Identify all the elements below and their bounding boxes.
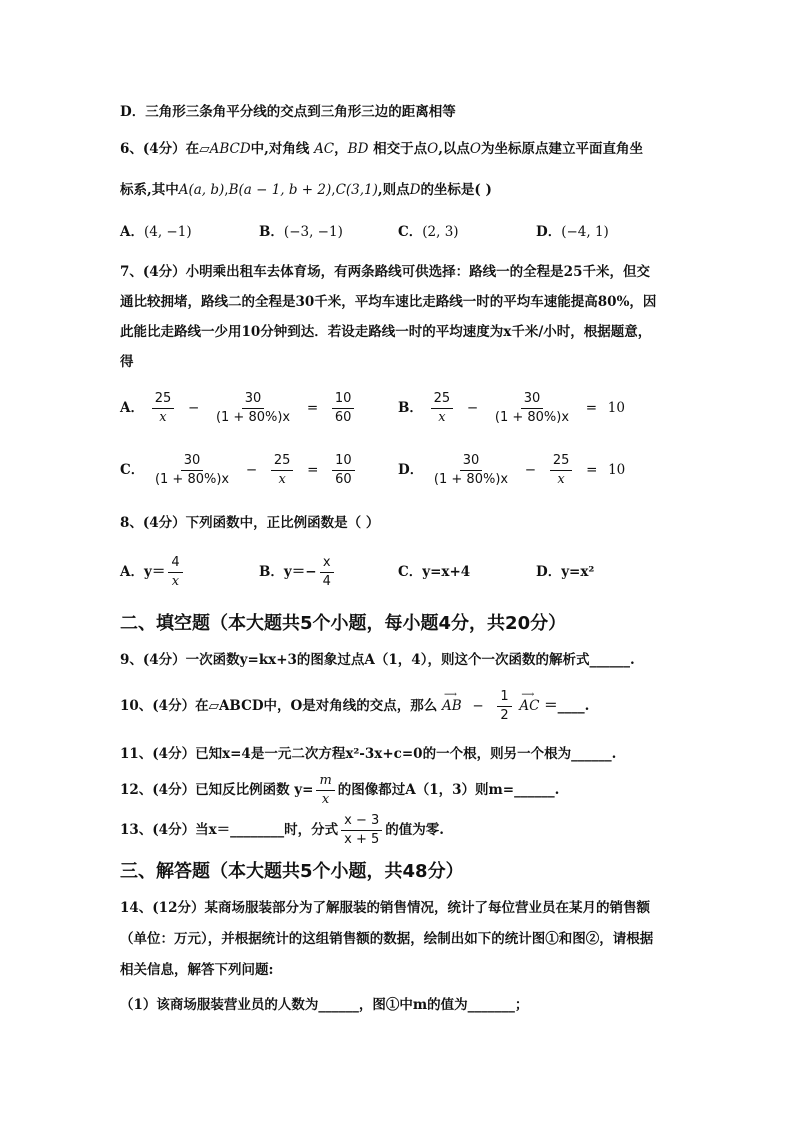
- q6-option-b: B．(−3, −1): [259, 224, 343, 240]
- q6-option-a: A．(4, −1): [120, 224, 192, 240]
- q6-point-b: B(a − 1, b + 2): [228, 182, 332, 198]
- q6-d: D: [409, 182, 421, 198]
- q6-text5: 标系,其中: [120, 182, 179, 198]
- q6-number: 6、(4分）在: [120, 141, 200, 157]
- section-title-fill-in: 二、填空题（本大题共5个小题，每小题4分，共20分）: [120, 613, 567, 634]
- section-title-answer: 三、解答题（本大题共5个小题，共48分）: [120, 861, 464, 882]
- q8-option-d: D．y=x²: [536, 564, 595, 580]
- q6-comma: ，: [334, 141, 348, 157]
- q6-text3: ,以点: [438, 141, 470, 157]
- q14-line4: （1）该商场服装营业员的人数为______，图①中m的值为_______；: [120, 997, 529, 1013]
- q6-o: O: [427, 141, 439, 157]
- q6-parallelogram: ▱ABCD: [199, 141, 251, 157]
- q10-vector-ac: AC: [519, 698, 540, 714]
- q7-line3: 此能比走路线一少用10分钟到达．若设走路线一时的平均速度为x千米/小时，根据题意，: [120, 324, 652, 340]
- q6-o2: O: [469, 141, 481, 157]
- q7-option-a: A． $\frac{25}{x}$ − $\frac{30}{(1 + 80\%)x}$ = $\frac{10}{60}$: [120, 390, 357, 426]
- q6-point-c: C(3,1): [335, 182, 378, 198]
- q8-option-c: C．y=x+4: [398, 564, 471, 580]
- q11-line: 11、(4分）已知x=4是一元二次方程x²-3x+c=0的一个根，则另一个根为______.: [120, 746, 617, 762]
- q7-line1: 7、(4分）小明乘出租车去体育场，有两条路线可供选择：路线一的全程是25千米，但交: [120, 264, 650, 280]
- q8-option-b: B．y＝− $\frac{x}{4}$: [259, 554, 337, 590]
- q5-option-d: D．三角形三条角平分线的交点到三角形三边的距离相等: [120, 104, 456, 120]
- q7-option-d: D． $\frac{30}{(1 + 80\%)x}$ − $\frac{25}{x}$ = 10: [398, 453, 626, 487]
- q6-text6: ,则点: [377, 182, 410, 198]
- q13-line: 13、(4分）当x＝________时，分式 $\frac{x - 3}{x + 5}$ 的值为零.: [120, 813, 444, 847]
- q6-option-d: D．(−4, 1): [536, 224, 609, 240]
- q7-line4: 得: [120, 354, 134, 370]
- q6-line2: 标系,其中A(a, b),B(a − 1, b + 2),C(3,1),则点D的坐标是( ): [120, 182, 492, 198]
- q14-line3: 相关信息，解答下列问题:: [120, 962, 274, 978]
- q12-line: 12、(4分）已知反比例函数 y= $\frac{m}{x}$ 的图像都过A（1，3）则m=______.: [120, 773, 560, 807]
- q6-text4: 为坐标原点建立平面直角坐: [480, 141, 643, 157]
- q9-line: 9、(4分）一次函数y=kx+3的图象过点A（1，4），则这个一次函数的解析式______.: [120, 652, 635, 668]
- q7-option-c: C． $\frac{30}{(1 + 80\%)x}$ − $\frac{25}{x}$ = $\frac{10}{60}$: [120, 452, 358, 488]
- q8-line: 8、(4分）下列函数中，正比例函数是（ ）: [120, 515, 380, 531]
- q14-line2: （单位：万元），并根据统计的这组销售额的数据，绘制出如下的统计图①和图②，请根据: [120, 931, 654, 947]
- q14-line1: 14、(12分）某商场服装部分为了解服装的销售情况，统计了每位营业员在某月的销售额: [120, 900, 650, 916]
- q10-vector-ab: AB: [442, 698, 462, 714]
- q10-line: 10、(4分）在▱ABCD中，O是对角线的交点，那么 ⟶ AB − $\frac{1}{2}$ ⟶ AC ＝____.: [120, 689, 590, 723]
- q6-point-a: A(a, b): [178, 182, 225, 198]
- q7-option-b: B． $\frac{25}{x}$ − $\frac{30}{(1 + 80\%)x}$ = 10: [398, 391, 625, 425]
- q6-ac: AC: [314, 141, 335, 157]
- q6-text: 中,对角线: [250, 141, 310, 157]
- q6-text2: 相交于点: [373, 141, 428, 157]
- q6-option-c: C．(2, 3): [398, 224, 459, 240]
- q6-text7: 的坐标是( ): [420, 182, 492, 198]
- q6-bd: BD: [347, 141, 369, 157]
- q6-line1: [120, 139, 643, 159]
- q8-option-a: A．y＝ $\frac{4}{x}$: [120, 554, 186, 590]
- q7-line2: 通比较拥堵，路线二的全程是30千米，平均车速比走路线一时的平均车速能提高80%，因: [120, 294, 657, 310]
